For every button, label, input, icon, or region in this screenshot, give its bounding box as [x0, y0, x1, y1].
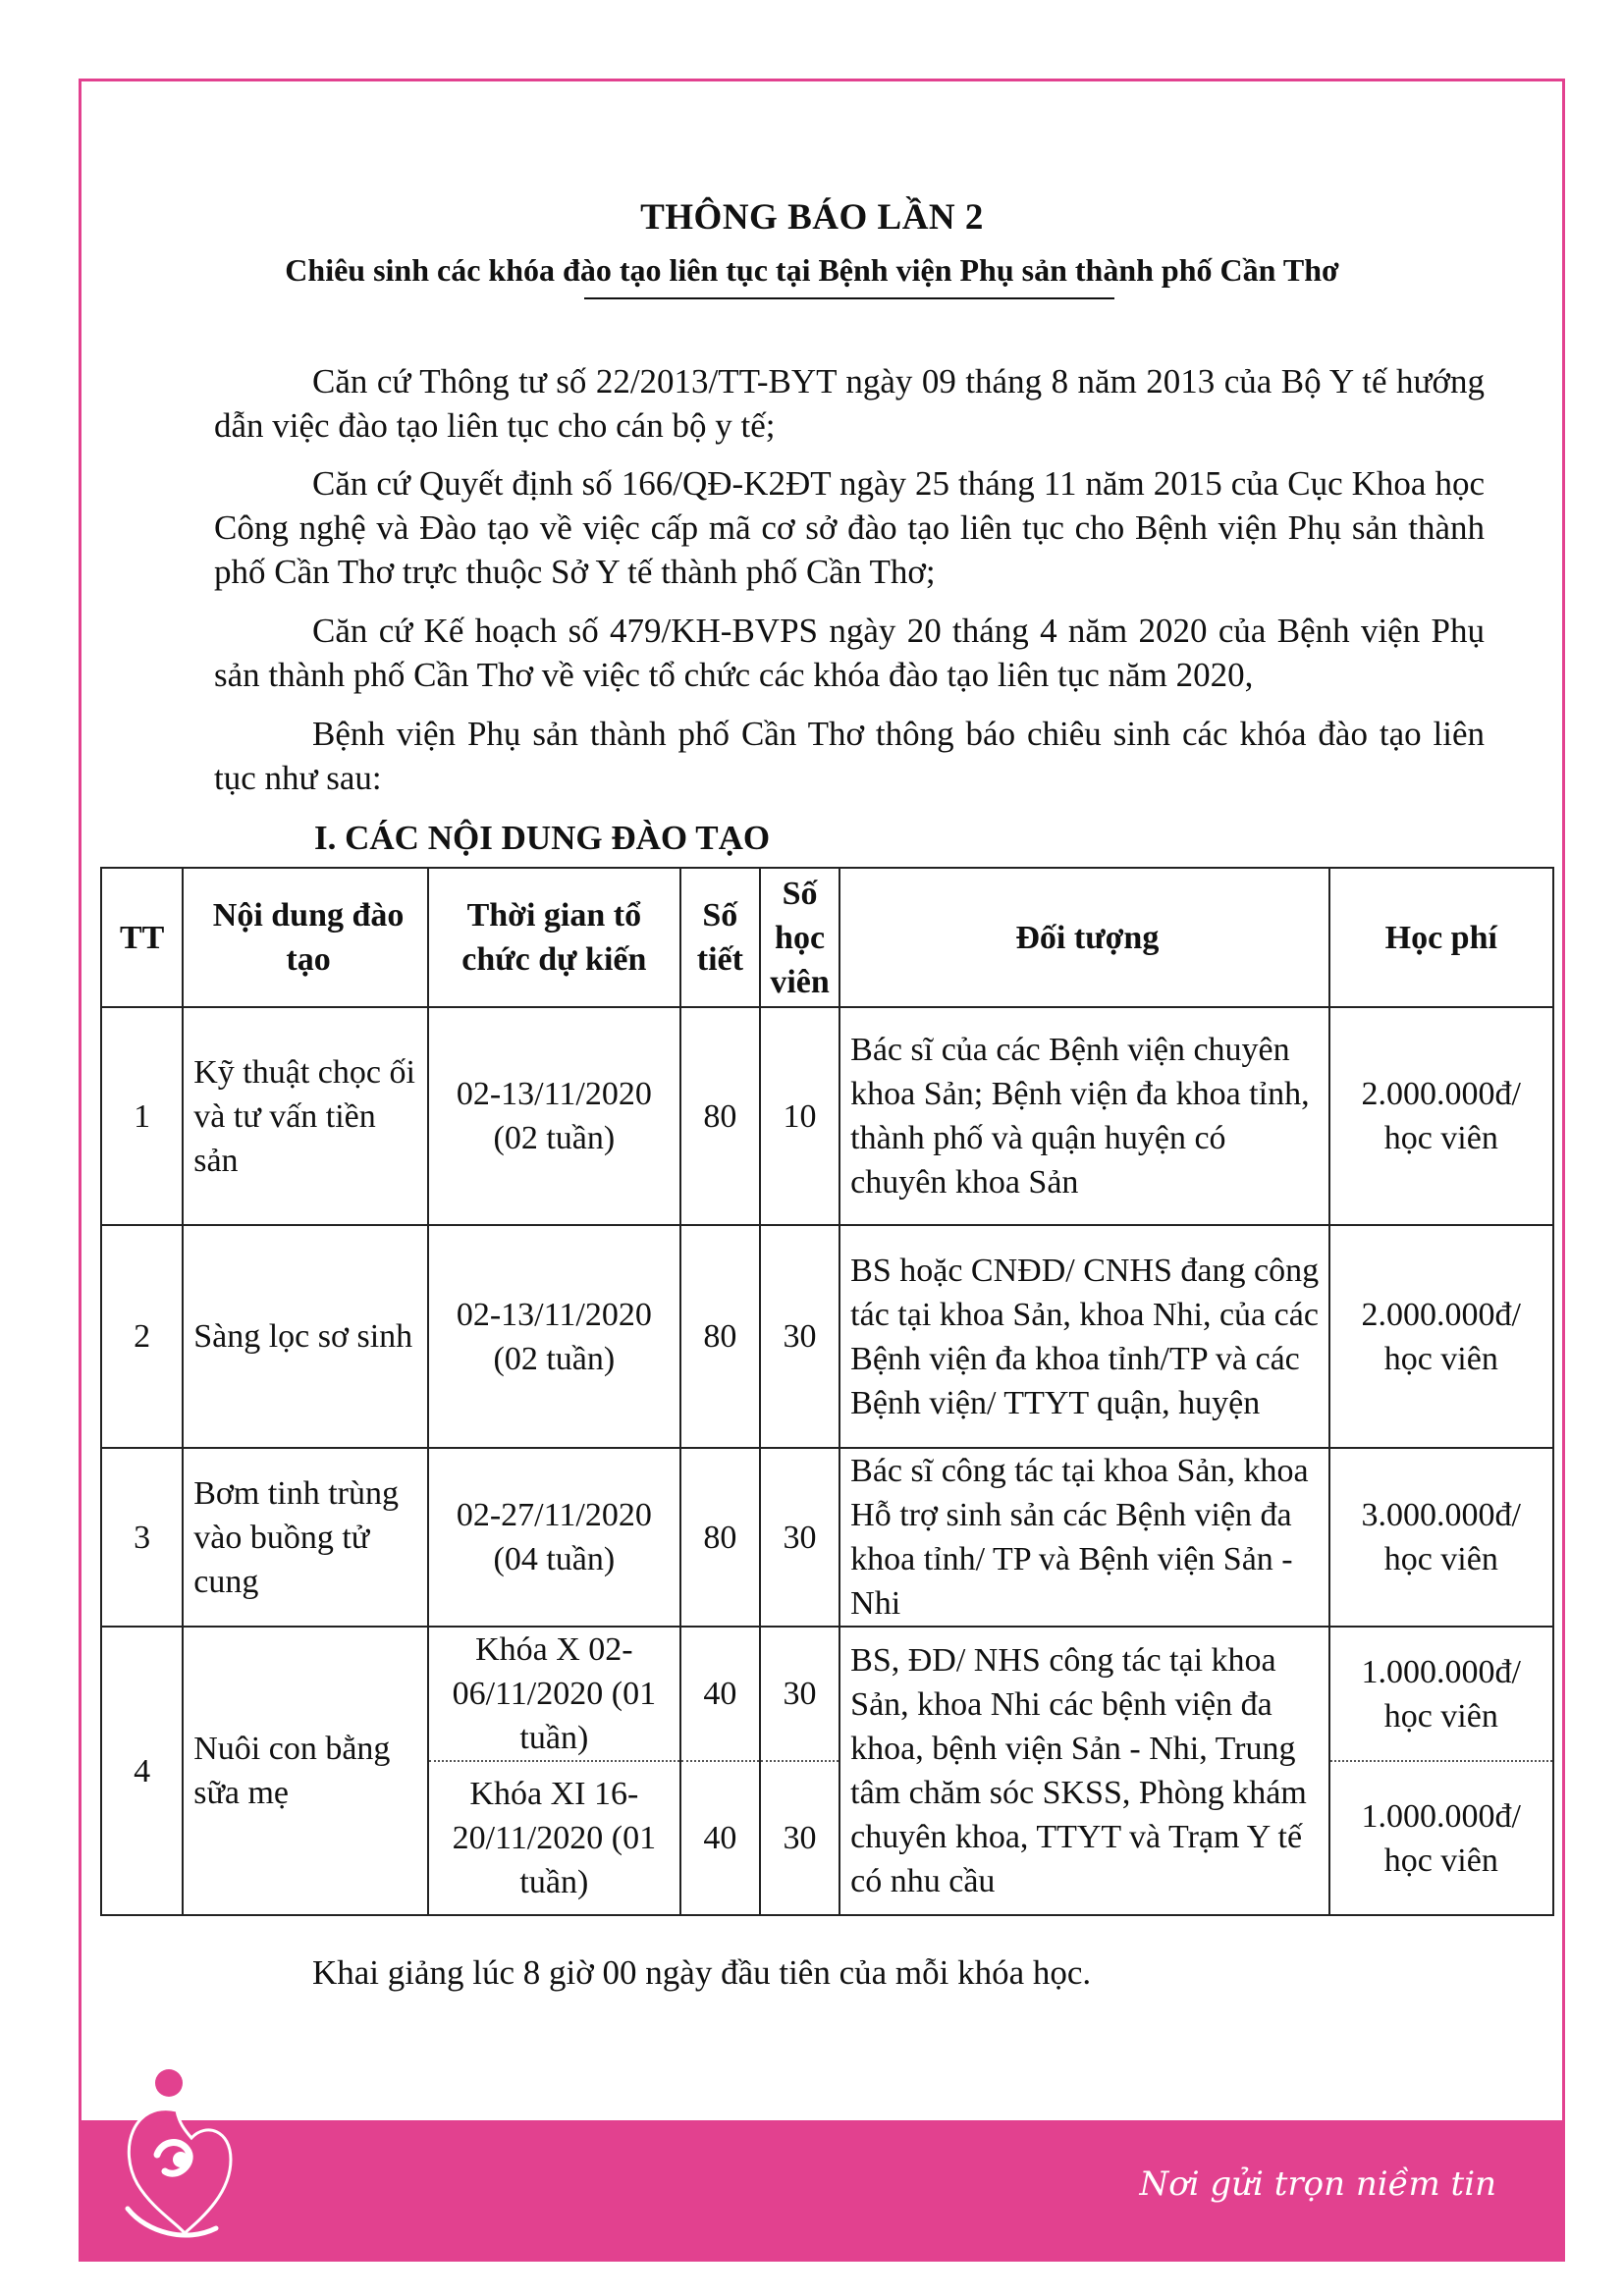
row-fee: 3.000.000đ/ học viên [1329, 1448, 1553, 1627]
row-fee: 2.000.000đ/ học viên [1329, 1225, 1553, 1448]
row-content: Nuôi con bằng sữa mẹ [183, 1627, 428, 1915]
row-students: 30 [760, 1761, 839, 1915]
row-students: 30 [760, 1225, 839, 1448]
section-title: I. CÁC NỘI DUNG ĐÀO TẠO [314, 819, 771, 857]
header-time: Thời gian tổ chức dự kiến [428, 868, 680, 1007]
footer-slogan: Nơi gửi trọn niềm tin [1139, 2164, 1496, 2204]
row-target: Bác sĩ của các Bệnh viện chuyên khoa Sản; Bệnh viện đa khoa tỉnh, thành phố và quận huyện có chuyên khoa Sản [839, 1007, 1328, 1225]
paragraph-legal-basis-1: Căn cứ Thông tư số 22/2013/TT-BYT ngày 09 tháng 8 năm 2013 của Bộ Y tế hướng dẫn việc đào tạo liên tục cho cán bộ y tế; [214, 362, 1485, 445]
row-tt: 2 [101, 1225, 183, 1448]
row-students: 30 [760, 1448, 839, 1627]
row-fee: 1.000.000đ/ học viên [1329, 1627, 1553, 1761]
header-content: Nội dung đào tạo [183, 868, 428, 1007]
row-time: Khóa XI 16-20/11/2020 (01 tuần) [428, 1761, 680, 1915]
paragraph-legal-basis-2: Căn cứ Quyết định số 166/QĐ-K2ĐT ngày 25 tháng 11 năm 2015 của Cục Khoa học Công nghệ và Đào tạo về việc cấp mã cơ sở đào tạo liên tục cho Bệnh viện Phụ sản thành phố Cần Thơ trực thuộc Sở Y tế thành phố Cần Thơ; [214, 464, 1485, 591]
row-time: 02-13/11/2020 (02 tuần) [428, 1225, 680, 1448]
table-row [101, 1448, 1553, 1627]
row-content: Kỹ thuật chọc ối và tư vấn tiền sản [183, 1007, 428, 1225]
row-periods: 80 [680, 1225, 760, 1448]
row-time: 02-13/11/2020 (02 tuần) [428, 1007, 680, 1225]
row-periods: 40 [680, 1761, 760, 1915]
row-time: Khóa X 02-06/11/2020 (01 tuần) [428, 1627, 680, 1761]
row-target: BS, ĐD/ NHS công tác tại khoa Sản, khoa Nhi các bệnh viện đa khoa, bệnh viện Sản - Nhi, Trung tâm chăm sóc SKSS, Phòng khám chuyên khoa, TTYT và Trạm Y tế có nhu cầu [839, 1627, 1328, 1915]
header-tt: TT [101, 868, 183, 1007]
row-target: BS hoặc CNĐD/ CNHS đang công tác tại khoa Sản, khoa Nhi, của các Bệnh viện đa khoa tỉnh/TP và các Bệnh viện/ TTYT quận, huyện [839, 1225, 1328, 1448]
paragraph-announcement: Bệnh viện Phụ sản thành phố Cần Thơ thông báo chiêu sinh các khóa đào tạo liên tục như sau: [214, 715, 1485, 797]
page-subtitle: Chiêu sinh các khóa đào tạo liên tục tại Bệnh viện Phụ sản thành phố Cần Thơ [285, 252, 1339, 288]
row-content: Sàng lọc sơ sinh [183, 1225, 428, 1448]
row-tt: 1 [101, 1007, 183, 1225]
opening-note: Khai giảng lúc 8 giờ 00 ngày đầu tiên của mỗi khóa học. [312, 1953, 1092, 1992]
mother-child-heart-icon [108, 2061, 245, 2258]
row-tt: 3 [101, 1448, 183, 1627]
header-periods: Số tiết [680, 868, 760, 1007]
row-fee: 1.000.000đ/ học viên [1329, 1761, 1553, 1915]
row-periods: 80 [680, 1448, 760, 1627]
page-title: THÔNG BÁO LẦN 2 [640, 197, 984, 238]
table-row [101, 1627, 1553, 1761]
row-students: 10 [760, 1007, 839, 1225]
courses-table [100, 867, 1554, 1916]
table-row [101, 1007, 1553, 1225]
table-row [101, 1225, 1553, 1448]
table-header-row [101, 868, 1553, 1007]
paragraph-legal-basis-3: Căn cứ Kế hoạch số 479/KH-BVPS ngày 20 tháng 4 năm 2020 của Bệnh viện Phụ sản thành phố Cần Thơ về việc tổ chức các khóa đào tạo liên tục năm 2020, [214, 612, 1485, 694]
row-students: 30 [760, 1627, 839, 1761]
subtitle-underline [584, 297, 1114, 299]
row-time: 02-27/11/2020 (04 tuần) [428, 1448, 680, 1627]
row-periods: 40 [680, 1627, 760, 1761]
row-tt: 4 [101, 1627, 183, 1915]
header-target: Đối tượng [839, 868, 1328, 1007]
row-target: Bác sĩ công tác tại khoa Sản, khoa Hỗ trợ sinh sản các Bệnh viện đa khoa tỉnh/ TP và Bệnh viện Sản - Nhi [839, 1448, 1328, 1627]
row-fee: 2.000.000đ/ học viên [1329, 1007, 1553, 1225]
row-content: Bơm tinh trùng vào buồng tử cung [183, 1448, 428, 1627]
row-periods: 80 [680, 1007, 760, 1225]
header-students: Số học viên [760, 868, 839, 1007]
header-fee: Học phí [1329, 868, 1553, 1007]
